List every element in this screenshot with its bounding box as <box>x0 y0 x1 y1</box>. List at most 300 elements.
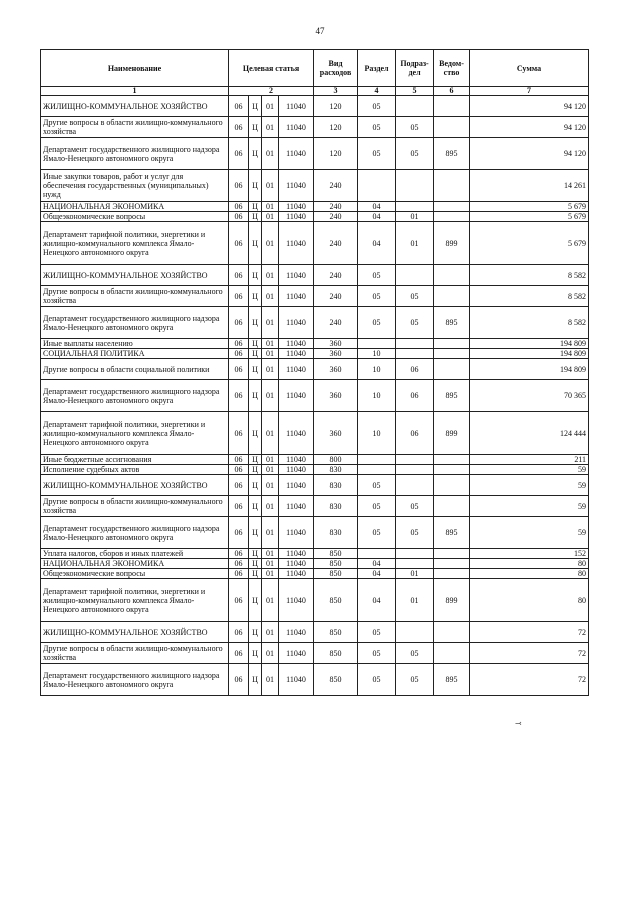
cell-section <box>358 339 396 349</box>
table-row <box>41 475 589 496</box>
cell-sum: 5 679 <box>470 202 589 212</box>
cell-expense-type: 850 <box>314 549 358 559</box>
cell-sum: 80 <box>470 559 589 569</box>
table-row <box>41 96 589 117</box>
cell-name: ЖИЛИЩНО-КОММУНАЛЬНОЕ ХОЗЯЙСТВО <box>41 265 229 286</box>
cell-name: Уплата налогов, сборов и иных платежей <box>41 549 229 559</box>
cell-code-sub: 01 <box>262 339 279 349</box>
cell-code-letter: Ц <box>249 212 262 222</box>
cell-code-sub: 01 <box>262 664 279 696</box>
column-number: 2 <box>229 87 314 96</box>
table-row <box>41 643 589 664</box>
cell-expense-type: 240 <box>314 307 358 339</box>
table-row <box>41 496 589 517</box>
cell-sum: 94 120 <box>470 138 589 170</box>
cell-department <box>434 643 470 664</box>
cell-name: Другие вопросы в области жилищно-коммунального хозяйства <box>41 117 229 138</box>
cell-code-sub: 01 <box>262 622 279 643</box>
cell-code-program: 06 <box>229 380 249 412</box>
cell-subsection <box>396 349 434 359</box>
cell-expense-type: 240 <box>314 222 358 265</box>
cell-subsection: 05 <box>396 664 434 696</box>
cell-expense-type: 850 <box>314 643 358 664</box>
cell-sum: 59 <box>470 496 589 517</box>
cell-department: 899 <box>434 579 470 622</box>
cell-section: 04 <box>358 212 396 222</box>
cell-department: 895 <box>434 307 470 339</box>
cell-sum: 152 <box>470 549 589 559</box>
cell-code-direction: 11040 <box>279 549 314 559</box>
cell-sum: 59 <box>470 475 589 496</box>
cell-section: 05 <box>358 286 396 307</box>
cell-code-program: 06 <box>229 455 249 465</box>
cell-code-letter: Ц <box>249 569 262 579</box>
column-number: 1 <box>41 87 229 96</box>
cell-section <box>358 465 396 475</box>
header-expense-type: Вид расходов <box>314 50 358 87</box>
cell-code-program: 06 <box>229 349 249 359</box>
cell-code-sub: 01 <box>262 465 279 475</box>
cell-section: 10 <box>358 380 396 412</box>
cell-section: 10 <box>358 359 396 380</box>
cell-code-program: 06 <box>229 412 249 455</box>
header-subsection: Подраз-дел <box>396 50 434 87</box>
cell-department <box>434 559 470 569</box>
cell-section <box>358 170 396 202</box>
cell-department: 899 <box>434 222 470 265</box>
cell-department <box>434 170 470 202</box>
cell-code-sub: 01 <box>262 569 279 579</box>
cell-code-letter: Ц <box>249 307 262 339</box>
column-number: 4 <box>358 87 396 96</box>
cell-subsection <box>396 265 434 286</box>
cell-code-letter: Ц <box>249 475 262 496</box>
table-row <box>41 412 589 455</box>
cell-code-letter: Ц <box>249 349 262 359</box>
cell-sum: 194 809 <box>470 339 589 349</box>
table-body <box>41 96 589 696</box>
table-row <box>41 286 589 307</box>
cell-sum: 70 365 <box>470 380 589 412</box>
cell-subsection <box>396 622 434 643</box>
cell-code-letter: Ц <box>249 359 262 380</box>
cell-department: 895 <box>434 664 470 696</box>
cell-section: 05 <box>358 96 396 117</box>
cell-name: ЖИЛИЩНО-КОММУНАЛЬНОЕ ХОЗЯЙСТВО <box>41 96 229 117</box>
cell-expense-type: 850 <box>314 569 358 579</box>
cell-code-sub: 01 <box>262 559 279 569</box>
cell-code-sub: 01 <box>262 307 279 339</box>
cell-expense-type: 120 <box>314 117 358 138</box>
cell-code-direction: 11040 <box>279 622 314 643</box>
cell-sum: 59 <box>470 517 589 549</box>
header-sum: Сумма <box>470 50 589 87</box>
cell-code-direction: 11040 <box>279 265 314 286</box>
cell-subsection <box>396 465 434 475</box>
cell-code-program: 06 <box>229 569 249 579</box>
cell-subsection: 06 <box>396 412 434 455</box>
cell-name: ЖИЛИЩНО-КОММУНАЛЬНОЕ ХОЗЯЙСТВО <box>41 622 229 643</box>
header-name: Наименование <box>41 50 229 87</box>
table-row <box>41 559 589 569</box>
cell-code-direction: 11040 <box>279 117 314 138</box>
cell-code-direction: 11040 <box>279 202 314 212</box>
cell-code-direction: 11040 <box>279 349 314 359</box>
cell-name: НАЦИОНАЛЬНАЯ ЭКОНОМИКА <box>41 202 229 212</box>
cell-subsection: 05 <box>396 307 434 339</box>
cell-section: 05 <box>358 265 396 286</box>
cell-code-program: 06 <box>229 212 249 222</box>
cell-sum: 72 <box>470 664 589 696</box>
table-row <box>41 359 589 380</box>
cell-name: Департамент тарифной политики, энергетики и жилищно-коммунального комплекса Ямало-Ненецкого автономного округа <box>41 579 229 622</box>
cell-name: Департамент государственного жилищного надзора Ямало-Ненецкого автономного округа <box>41 380 229 412</box>
table-row <box>41 307 589 339</box>
cell-department <box>434 265 470 286</box>
cell-name: Общеэкономические вопросы <box>41 212 229 222</box>
cell-code-sub: 01 <box>262 349 279 359</box>
cell-name: Департамент государственного жилищного надзора Ямало-Ненецкого автономного округа <box>41 138 229 170</box>
cell-code-letter: Ц <box>249 559 262 569</box>
cell-code-program: 06 <box>229 202 249 212</box>
cell-sum: 8 582 <box>470 265 589 286</box>
cell-code-letter: Ц <box>249 117 262 138</box>
cell-code-letter: Ц <box>249 455 262 465</box>
cell-name: Иные закупки товаров, работ и услуг для обеспечения государственных (муниципальных) нужд <box>41 170 229 202</box>
cell-subsection: 01 <box>396 569 434 579</box>
cell-sum: 94 120 <box>470 96 589 117</box>
cell-subsection: 01 <box>396 212 434 222</box>
cell-code-letter: Ц <box>249 517 262 549</box>
cell-department <box>434 339 470 349</box>
cell-department <box>434 465 470 475</box>
cell-section <box>358 455 396 465</box>
cell-department <box>434 359 470 380</box>
cell-name: Исполнение судебных актов <box>41 465 229 475</box>
table-row <box>41 380 589 412</box>
cell-expense-type: 120 <box>314 96 358 117</box>
cell-code-direction: 11040 <box>279 286 314 307</box>
stray-mark: ⤙ <box>515 719 522 728</box>
cell-sum: 72 <box>470 622 589 643</box>
cell-code-sub: 01 <box>262 212 279 222</box>
cell-code-sub: 01 <box>262 643 279 664</box>
cell-expense-type: 360 <box>314 380 358 412</box>
cell-code-sub: 01 <box>262 496 279 517</box>
cell-subsection <box>396 339 434 349</box>
cell-department <box>434 622 470 643</box>
table-row <box>41 265 589 286</box>
cell-sum: 124 444 <box>470 412 589 455</box>
cell-expense-type: 240 <box>314 212 358 222</box>
cell-code-direction: 11040 <box>279 455 314 465</box>
cell-expense-type: 850 <box>314 664 358 696</box>
cell-section: 05 <box>358 138 396 170</box>
cell-code-letter: Ц <box>249 222 262 265</box>
cell-subsection: 05 <box>396 138 434 170</box>
table-row <box>41 664 589 696</box>
cell-code-letter: Ц <box>249 380 262 412</box>
cell-sum: 5 679 <box>470 212 589 222</box>
cell-code-direction: 11040 <box>279 517 314 549</box>
cell-sum: 72 <box>470 643 589 664</box>
cell-code-program: 06 <box>229 549 249 559</box>
cell-department <box>434 496 470 517</box>
cell-subsection <box>396 475 434 496</box>
cell-department <box>434 202 470 212</box>
table-row <box>41 117 589 138</box>
cell-code-program: 06 <box>229 622 249 643</box>
header-target-article: Целевая статья <box>229 50 314 87</box>
cell-section: 10 <box>358 412 396 455</box>
cell-name: Департамент тарифной политики, энергетики и жилищно-коммунального комплекса Ямало-Ненецкого автономного округа <box>41 412 229 455</box>
cell-code-letter: Ц <box>249 579 262 622</box>
cell-code-program: 06 <box>229 170 249 202</box>
cell-code-program: 06 <box>229 359 249 380</box>
cell-name: Общеэкономические вопросы <box>41 569 229 579</box>
table-row <box>41 138 589 170</box>
cell-code-sub: 01 <box>262 579 279 622</box>
header-section: Раздел <box>358 50 396 87</box>
cell-code-letter: Ц <box>249 138 262 170</box>
cell-name: Департамент государственного жилищного надзора Ямало-Ненецкого автономного округа <box>41 307 229 339</box>
cell-code-program: 06 <box>229 265 249 286</box>
column-number: 3 <box>314 87 358 96</box>
cell-name: Другие вопросы в области жилищно-коммунального хозяйства <box>41 496 229 517</box>
cell-code-program: 06 <box>229 579 249 622</box>
cell-department: 895 <box>434 380 470 412</box>
cell-sum: 194 809 <box>470 349 589 359</box>
cell-code-letter: Ц <box>249 170 262 202</box>
cell-section <box>358 549 396 559</box>
cell-code-program: 06 <box>229 559 249 569</box>
cell-expense-type: 120 <box>314 138 358 170</box>
cell-department <box>434 286 470 307</box>
cell-code-direction: 11040 <box>279 170 314 202</box>
cell-section: 05 <box>358 117 396 138</box>
cell-section: 04 <box>358 559 396 569</box>
cell-section: 04 <box>358 222 396 265</box>
cell-name: Иные бюджетные ассигнования <box>41 455 229 465</box>
cell-section: 05 <box>358 307 396 339</box>
cell-subsection: 05 <box>396 643 434 664</box>
cell-department <box>434 475 470 496</box>
cell-section: 05 <box>358 475 396 496</box>
column-number: 6 <box>434 87 470 96</box>
cell-subsection: 01 <box>396 222 434 265</box>
cell-section: 05 <box>358 622 396 643</box>
cell-code-letter: Ц <box>249 465 262 475</box>
cell-code-direction: 11040 <box>279 412 314 455</box>
cell-code-direction: 11040 <box>279 96 314 117</box>
cell-department <box>434 212 470 222</box>
cell-code-direction: 11040 <box>279 569 314 579</box>
column-number: 7 <box>470 87 589 96</box>
cell-subsection: 05 <box>396 496 434 517</box>
cell-code-program: 06 <box>229 339 249 349</box>
cell-code-direction: 11040 <box>279 465 314 475</box>
cell-subsection: 06 <box>396 380 434 412</box>
cell-code-direction: 11040 <box>279 380 314 412</box>
cell-subsection <box>396 559 434 569</box>
cell-code-letter: Ц <box>249 643 262 664</box>
column-number: 5 <box>396 87 434 96</box>
cell-expense-type: 360 <box>314 349 358 359</box>
cell-sum: 8 582 <box>470 286 589 307</box>
cell-sum: 8 582 <box>470 307 589 339</box>
cell-code-program: 06 <box>229 222 249 265</box>
cell-code-program: 06 <box>229 465 249 475</box>
cell-expense-type: 830 <box>314 517 358 549</box>
cell-code-sub: 01 <box>262 202 279 212</box>
cell-code-sub: 01 <box>262 455 279 465</box>
cell-expense-type: 800 <box>314 455 358 465</box>
cell-subsection: 05 <box>396 117 434 138</box>
cell-expense-type: 850 <box>314 579 358 622</box>
cell-section: 05 <box>358 496 396 517</box>
cell-name: НАЦИОНАЛЬНАЯ ЭКОНОМИКА <box>41 559 229 569</box>
cell-department: 899 <box>434 412 470 455</box>
cell-subsection <box>396 455 434 465</box>
cell-expense-type: 240 <box>314 170 358 202</box>
cell-section: 05 <box>358 643 396 664</box>
cell-code-letter: Ц <box>249 96 262 117</box>
cell-department <box>434 455 470 465</box>
cell-expense-type: 240 <box>314 286 358 307</box>
cell-sum: 194 809 <box>470 359 589 380</box>
cell-code-sub: 01 <box>262 286 279 307</box>
cell-section: 10 <box>358 349 396 359</box>
cell-subsection: 05 <box>396 517 434 549</box>
cell-name: Другие вопросы в области жилищно-коммунального хозяйства <box>41 643 229 664</box>
cell-code-direction: 11040 <box>279 496 314 517</box>
cell-code-direction: 11040 <box>279 222 314 265</box>
cell-code-sub: 01 <box>262 265 279 286</box>
cell-expense-type: 240 <box>314 265 358 286</box>
table-row <box>41 170 589 202</box>
table-row <box>41 339 589 349</box>
table-row <box>41 222 589 265</box>
cell-code-sub: 01 <box>262 412 279 455</box>
header-department: Ведом-ство <box>434 50 470 87</box>
cell-code-sub: 01 <box>262 117 279 138</box>
cell-code-program: 06 <box>229 96 249 117</box>
cell-name: Департамент государственного жилищного надзора Ямало-Ненецкого автономного округа <box>41 664 229 696</box>
cell-code-program: 06 <box>229 517 249 549</box>
cell-code-program: 06 <box>229 117 249 138</box>
table-row <box>41 517 589 549</box>
cell-section: 05 <box>358 517 396 549</box>
page-number: 47 <box>315 26 325 36</box>
column-number-row <box>41 87 589 96</box>
cell-code-sub: 01 <box>262 96 279 117</box>
cell-department <box>434 117 470 138</box>
table-row <box>41 455 589 465</box>
cell-code-program: 06 <box>229 643 249 664</box>
cell-department <box>434 96 470 117</box>
cell-department <box>434 549 470 559</box>
cell-code-direction: 11040 <box>279 664 314 696</box>
cell-code-sub: 01 <box>262 170 279 202</box>
cell-code-letter: Ц <box>249 412 262 455</box>
cell-section: 04 <box>358 579 396 622</box>
cell-code-letter: Ц <box>249 286 262 307</box>
cell-sum: 94 120 <box>470 117 589 138</box>
cell-expense-type: 830 <box>314 465 358 475</box>
cell-name: Другие вопросы в области жилищно-коммунального хозяйства <box>41 286 229 307</box>
cell-code-direction: 11040 <box>279 339 314 349</box>
table-row <box>41 465 589 475</box>
cell-code-direction: 11040 <box>279 212 314 222</box>
cell-department: 895 <box>434 138 470 170</box>
cell-expense-type: 830 <box>314 475 358 496</box>
cell-department <box>434 349 470 359</box>
cell-code-program: 06 <box>229 307 249 339</box>
cell-subsection: 05 <box>396 286 434 307</box>
cell-code-sub: 01 <box>262 475 279 496</box>
cell-code-letter: Ц <box>249 265 262 286</box>
cell-code-direction: 11040 <box>279 475 314 496</box>
cell-code-letter: Ц <box>249 622 262 643</box>
cell-code-program: 06 <box>229 496 249 517</box>
cell-name: ЖИЛИЩНО-КОММУНАЛЬНОЕ ХОЗЯЙСТВО <box>41 475 229 496</box>
cell-subsection <box>396 96 434 117</box>
cell-code-sub: 01 <box>262 359 279 380</box>
table-row <box>41 622 589 643</box>
cell-expense-type: 850 <box>314 622 358 643</box>
table-row <box>41 202 589 212</box>
cell-section: 05 <box>358 664 396 696</box>
cell-code-direction: 11040 <box>279 559 314 569</box>
cell-code-direction: 11040 <box>279 359 314 380</box>
cell-sum: 5 679 <box>470 222 589 265</box>
header-row <box>41 50 589 87</box>
cell-code-direction: 11040 <box>279 307 314 339</box>
cell-code-direction: 11040 <box>279 579 314 622</box>
budget-table <box>40 49 589 696</box>
cell-section: 04 <box>358 569 396 579</box>
table-row <box>41 549 589 559</box>
cell-name: Иные выплаты населению <box>41 339 229 349</box>
cell-code-sub: 01 <box>262 517 279 549</box>
cell-expense-type: 360 <box>314 412 358 455</box>
cell-code-program: 06 <box>229 664 249 696</box>
cell-code-sub: 01 <box>262 549 279 559</box>
cell-code-sub: 01 <box>262 138 279 170</box>
cell-department: 895 <box>434 517 470 549</box>
cell-code-letter: Ц <box>249 202 262 212</box>
cell-sum: 14 261 <box>470 170 589 202</box>
cell-subsection <box>396 170 434 202</box>
cell-code-letter: Ц <box>249 549 262 559</box>
cell-code-direction: 11040 <box>279 643 314 664</box>
cell-name: Департамент тарифной политики, энергетики и жилищно-коммунального комплекса Ямало-Ненецкого автономного округа <box>41 222 229 265</box>
cell-code-program: 06 <box>229 475 249 496</box>
cell-expense-type: 850 <box>314 559 358 569</box>
cell-section: 04 <box>358 202 396 212</box>
cell-subsection: 01 <box>396 579 434 622</box>
cell-sum: 211 <box>470 455 589 465</box>
cell-code-letter: Ц <box>249 664 262 696</box>
cell-expense-type: 240 <box>314 202 358 212</box>
cell-name: Департамент государственного жилищного надзора Ямало-Ненецкого автономного округа <box>41 517 229 549</box>
cell-code-program: 06 <box>229 138 249 170</box>
cell-code-direction: 11040 <box>279 138 314 170</box>
cell-subsection <box>396 202 434 212</box>
cell-name: Другие вопросы в области социальной политики <box>41 359 229 380</box>
table-row <box>41 349 589 359</box>
cell-code-letter: Ц <box>249 496 262 517</box>
